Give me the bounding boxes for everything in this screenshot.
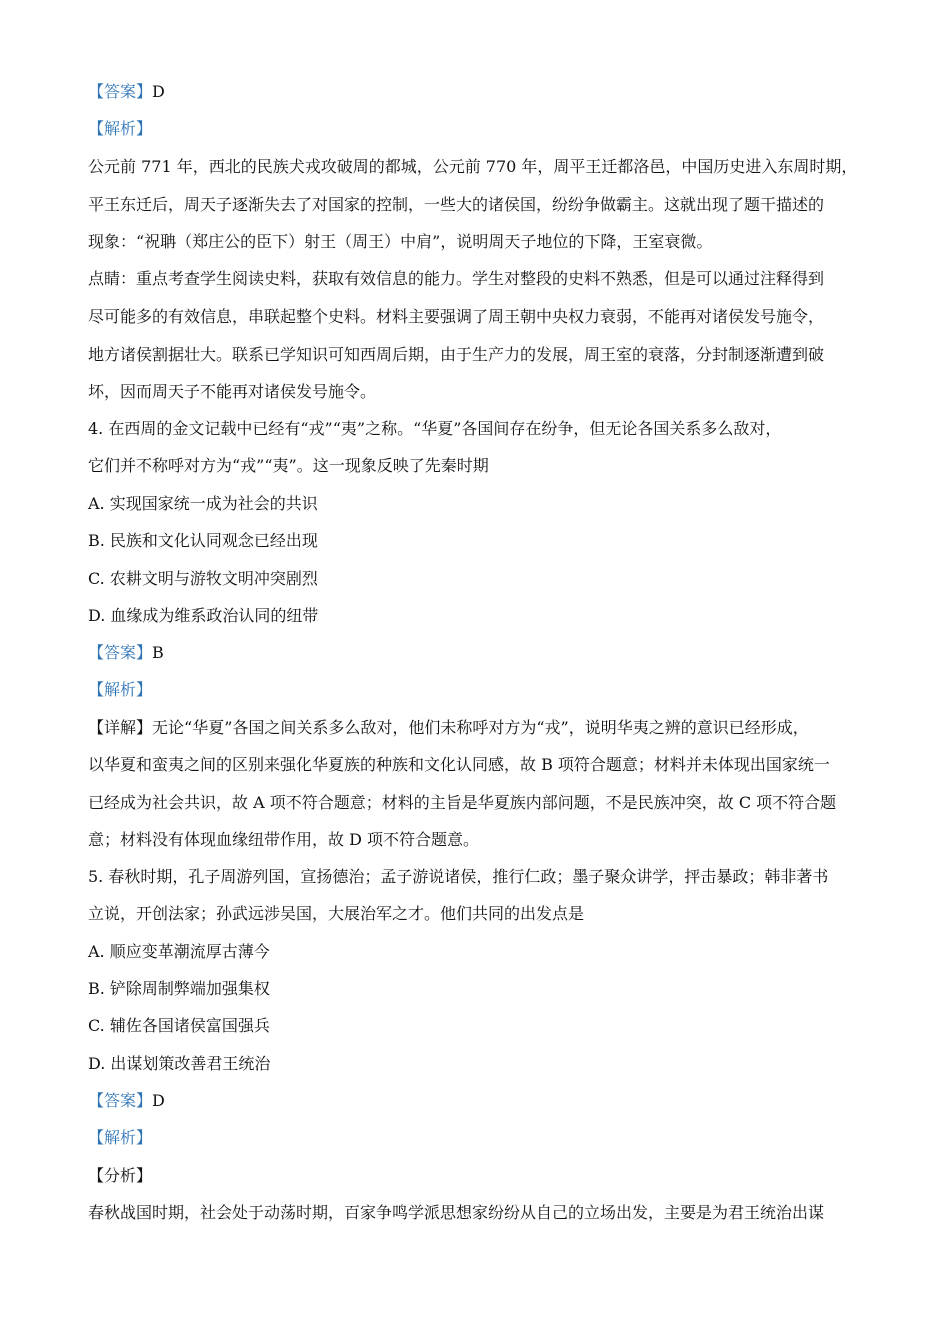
q3-analysis-line: 平王东迁后，周天子逐渐失去了对国家的控制，一些大的诸侯国，纷纷争做霸主。这就出现了题干描述的 <box>88 195 825 214</box>
q3-dianjing-line: 尽可能多的有效信息，串联起整个史料。材料主要强调了周王朝中央权力衰弱，不能再对诸侯发号施令， <box>88 307 825 326</box>
q5-fenxi-line: 春秋战国时期，社会处于动荡时期，百家争鸣学派思想家纷纷从自己的立场出发，主要是为君王统治出谋 <box>88 1203 825 1222</box>
q3-analysis-tag: 【解析】 <box>88 119 153 138</box>
answer-tag: 【答案】 <box>88 643 153 662</box>
q5-analysis-tag: 【解析】 <box>88 1128 153 1147</box>
q4-stem-line: 它们并不称呼对方为“戎”“夷”。这一现象反映了先秦时期 <box>88 456 489 475</box>
q4-option-c: C. 农耕文明与游牧文明冲突剧烈 <box>88 569 318 588</box>
q3-answer-line <box>88 82 868 102</box>
q3-dianjing-line: 点睛：重点考查学生阅读史料，获取有效信息的能力。学生对整段的史料不熟悉，但是可以通过注释得到 <box>88 269 825 288</box>
q5-option-c: C. 辅佐各国诸侯富国强兵 <box>88 1016 270 1035</box>
q5-option-b: B. 铲除周制弊端加强集权 <box>88 979 270 998</box>
q4-detail-line: 已经成为社会共识，故 A 项不符合题意；材料的主旨是华夏族内部问题，不是民族冲突，故 C 项不符合题 <box>88 793 837 812</box>
q5-fenxi-tag: 【分析】 <box>88 1166 153 1185</box>
detail-text: 无论“华夏”各国之间关系多么敌对，他们未称呼对方为“戎”，说明华夷之辨的意识已经形成， <box>152 718 809 737</box>
q4-stem-line: 4. 在西周的金文记载中已经有“戎”“夷”之称。“华夏”各国间存在纷争，但无论各国关系多么敌对， <box>88 419 782 438</box>
answer-value: D <box>152 1091 165 1110</box>
detail-tag: 【详解】 <box>88 718 153 737</box>
q5-stem-line: 立说，开创法家；孙武远涉吴国，大展治军之才。他们共同的出发点是 <box>88 904 585 923</box>
q5-answer-line <box>88 1091 868 1111</box>
q5-option-d: D. 出谋划策改善君王统治 <box>88 1054 271 1073</box>
answer-tag: 【答案】 <box>88 1091 153 1110</box>
q3-analysis-line: 现象：“祝聃（郑庄公的臣下）射王（周王）中肩”，说明周天子地位的下降，王室衰微。 <box>88 232 713 251</box>
q5-option-a: A. 顺应变革潮流厚古薄今 <box>88 942 270 961</box>
q4-option-a: A. 实现国家统一成为社会的共识 <box>88 494 318 513</box>
q3-analysis-line: 公元前 771 年，西北的民族犬戎攻破周的都城，公元前 770 年，周平王迁都洛邑，中国历史进入东周时期， <box>88 157 858 176</box>
q3-dianjing-line: 坏，因而周天子不能再对诸侯发号施令。 <box>88 382 377 401</box>
q4-answer-line <box>88 643 868 663</box>
q4-analysis-tag: 【解析】 <box>88 680 153 699</box>
answer-value: B <box>152 643 164 662</box>
q4-detail-line: 意；材料没有体现血缘纽带作用，故 D 项不符合题意。 <box>88 830 480 849</box>
q4-option-b: B. 民族和文化认同观念已经出现 <box>88 531 318 550</box>
answer-value: D <box>152 82 165 101</box>
q3-dianjing-line: 地方诸侯割据壮大。联系已学知识可知西周后期，由于生产力的发展，周王室的衰落，分封制逐渐遭到破 <box>88 345 825 364</box>
q4-option-d: D. 血缘成为维系政治认同的纽带 <box>88 606 319 625</box>
q4-detail-line: 以华夏和蛮夷之间的区别来强化华夏族的种族和文化认同感，故 B 项符合题意；材料并未体现出国家统一 <box>88 755 830 774</box>
q4-detail-line <box>88 718 868 738</box>
q5-stem-line: 5. 春秋时期，孔子周游列国，宣扬德治；孟子游说诸侯，推行仁政；墨子聚众讲学，抨击暴政；韩非著书 <box>88 867 829 886</box>
answer-tag: 【答案】 <box>88 82 153 101</box>
